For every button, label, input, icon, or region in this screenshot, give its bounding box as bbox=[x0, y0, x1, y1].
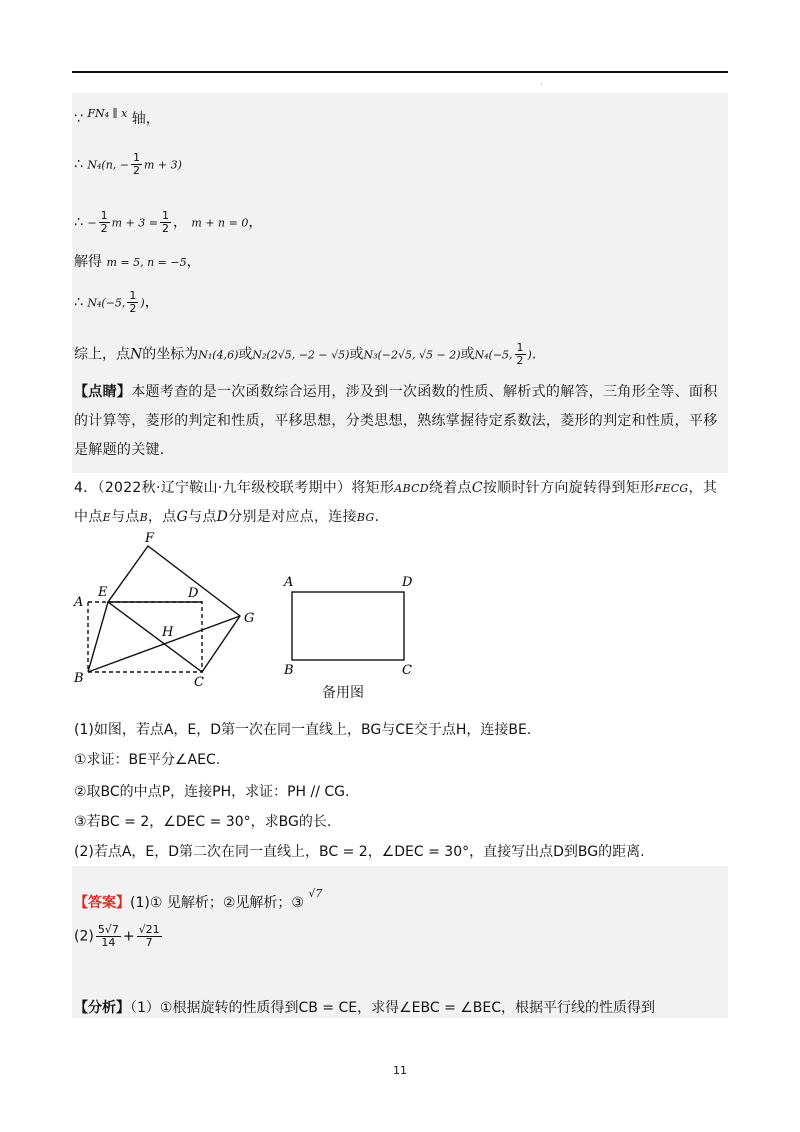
aux-label-D: D bbox=[402, 575, 413, 590]
question-1c: ③若BC = 2，∠DEC = 30°，求BG的长. bbox=[74, 814, 332, 830]
label-F: F bbox=[145, 531, 155, 546]
aux-label-B: B bbox=[284, 663, 294, 678]
fraction-half: $\frac{1}{2}$ bbox=[133, 151, 140, 177]
question-1: (1)如图，若点A，E，D第一次在同一直线上，BG与CE交于点H，连接BE. bbox=[74, 722, 532, 738]
answer-fraction-b: $\frac{√21}{7}$ bbox=[138, 923, 160, 949]
solution-line-2: ∴ N₄(n, − $\frac{1}{2}$ m + 3) bbox=[74, 151, 182, 177]
label-A: A bbox=[74, 595, 84, 610]
label-E: E bbox=[98, 585, 108, 600]
aux-label-C: C bbox=[402, 663, 412, 678]
analysis-line: 【分析】（1）①根据旋转的性质得到CB = CE，求得∠EBC = ∠BEC，根据平行线的性质得到 bbox=[74, 1000, 656, 1016]
question-2: (2)若点A，E，D第二次在同一直线上，BC = 2，∠DEC = 30°，直接写出点D到BG的距离. bbox=[74, 844, 645, 860]
auxiliary-figure bbox=[280, 570, 420, 680]
answer-fraction-a: $\frac{5√7}{14}$ bbox=[97, 923, 119, 949]
rectangle-fecg bbox=[108, 546, 240, 672]
page-number: 11 bbox=[393, 1064, 407, 1077]
solution-line-3: ∴ − $\frac{1}{2}$ m + 3 = $\frac{1}{2}$ ， m + n = 0， bbox=[74, 209, 263, 235]
solution-line-5: ∴ N₄(−5, $\frac{1}{2}$ )， bbox=[74, 289, 159, 315]
label-B: B bbox=[74, 671, 84, 686]
label-H: H bbox=[162, 625, 174, 640]
aux-rectangle bbox=[292, 592, 404, 660]
answer-line-2: (2) $\frac{5√7}{14}$ + $\frac{√21}{7}$ bbox=[74, 923, 160, 949]
segment-be bbox=[88, 602, 108, 672]
label-G: G bbox=[244, 611, 255, 626]
solution-line-1: ∵ $^{FN_4 \parallel x}$ 轴， bbox=[74, 107, 160, 127]
aux-label-A: A bbox=[284, 575, 294, 590]
figure-caption: 备用图 bbox=[322, 685, 364, 701]
geometry-figure bbox=[66, 530, 266, 690]
label-D: D bbox=[188, 586, 199, 601]
question-1b: ②取BC的中点P，连接PH，求证：PH // CG. bbox=[74, 784, 350, 800]
question-1a: ①求证：BE平分∠AEC. bbox=[74, 752, 221, 768]
label-C: C bbox=[194, 675, 204, 690]
header-mark: · bbox=[540, 80, 543, 89]
answer-line-1: 【答案】(1)① 见解析；②见解析；③ $^{√7}$ bbox=[74, 887, 323, 911]
problem-stem: 4．（2022秋·辽宁鞍山·九年级校联考期中）将矩形ABCD绕着点C按顺时针方向旋转得到矩形FECG，其中点E与点B，点G与点D分别是对应点，连接BG. bbox=[74, 480, 718, 525]
solution-line-4: 解得 m = 5, n = −5， bbox=[74, 254, 201, 270]
header-rule bbox=[72, 71, 728, 73]
comment-paragraph: 【点睛】本题考查的是一次函数综合运用，涉及到一次函数的性质、解析式的解答，三角形全等、面积的计算等，菱形的判定和性质，平移思想，分类思想，熟练掌握待定系数法，菱形的判定和性质，平移是解题的关键. bbox=[74, 384, 718, 458]
solution-line-6: 综上，点N的坐标为N₁(4,6)或N₂(2√5, −2 − √5)或N₃(−2√5, √5 − 2)或N₄(−5, $\frac{1}{2}$ ). bbox=[74, 341, 537, 367]
